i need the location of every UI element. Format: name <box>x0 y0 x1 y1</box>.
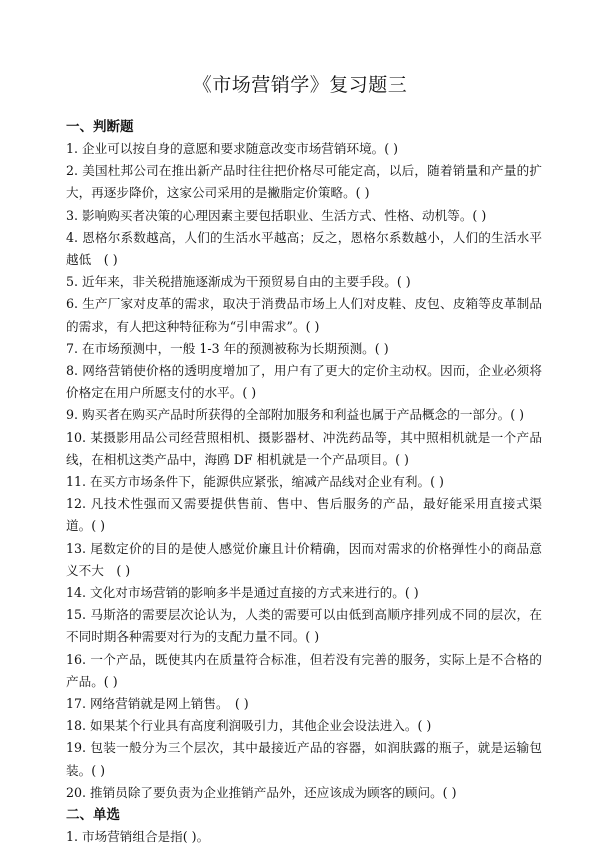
page-title: 《市场营销学》复习题三 <box>192 74 408 96</box>
question-item: 4. 恩格尔系数越高，人们的生活水平越高；反之，恩格尔系数越小，人们的生活水平越低 ( ) <box>66 229 542 268</box>
question-item: 6. 生产厂家对皮革的需求，取决于消费品市场上人们对皮鞋、皮包、皮箱等皮革制品的需求，有人把这种特征称为“引申需求”。( ) <box>66 296 542 334</box>
question-item: 7. 在市场预测中，一般 1-3 年的预测被称为长期预测。( ) <box>66 340 389 356</box>
question-item: 5. 近年来，非关税措施逐渐成为干预贸易自由的主要手段。( ) <box>66 274 411 290</box>
question-item: 15. 马斯洛的需要层次论认为，人类的需要可以由低到高顺序排列成不同的层次，在不同时期各种需要对行为的支配力量不同。( ) <box>66 607 542 645</box>
section-heading-single-choice: 二、单选 <box>66 807 120 824</box>
question-item: 9. 购买者在购买产品时所获得的全部附加服务和利益也属于产品概念的一部分。( ) <box>66 407 525 423</box>
question-item: 2. 美国杜邦公司在推出新产品时往往把价格尽可能定高，以后，随着销量和产量的扩大，再逐步降价，这家公司采用的是撇脂定价策略。( ) <box>66 163 542 201</box>
judgment-question-list <box>66 138 542 804</box>
question-item: 1. 企业可以按自身的意愿和要求随意改变市场营销环境。( ) <box>66 141 399 156</box>
question-item: 20. 推销员除了要负责为企业推销产品外，还应该成为顾客的顾问。( ) <box>66 784 457 800</box>
question-item: 1. 市场营销组合是指( )。 <box>66 829 210 845</box>
single-choice-question-list <box>66 826 542 848</box>
question-item: 10. 某摄影用品公司经营照相机、摄影器材、冲洗药品等，其中照相机就是一个产品线，在相机这类产品中，海鸥 DF 相机就是一个产品项目。( ) <box>66 429 542 467</box>
question-item: 16. 一个产品，既使其内在质量符合标准，但若没有完善的服务，实际上是不合格的产品。( ) <box>66 651 542 689</box>
question-item: 17. 网络营销就是网上销售。 ( ) <box>66 696 249 712</box>
document-body <box>66 116 542 848</box>
section-heading-judgment: 一、判断题 <box>66 119 134 135</box>
question-item: 13. 尾数定价的目的是使人感觉价廉且计价精确，因而对需求的价格弹性小的商品意义不大 ( ) <box>66 540 542 578</box>
question-item: 14. 文化对市场营销的影响多半是通过直接的方式来进行的。( ) <box>66 585 419 601</box>
question-item: 12. 凡技术性强而又需要提供售前、售中、售后服务的产品，最好能采用直接式渠道。( ) <box>66 496 542 534</box>
question-item: 3. 影响购买者决策的心理因素主要包括职业、生活方式、性格、动机等。( ) <box>66 207 487 223</box>
question-item: 11. 在买方市场条件下，能源供应紧张，缩减产品线对企业有利。( ) <box>66 474 444 490</box>
question-item: 19. 包装一般分为三个层次，其中最接近产品的容器，如润肤露的瓶子，就是运输包装。( ) <box>66 740 542 778</box>
question-item: 18. 如果某个行业具有高度利润吸引力，其他企业会设法进入。( ) <box>66 718 432 734</box>
question-item: 8. 网络营销使价格的透明度增加了，用户有了更大的定价主动权。因而，企业必须将价格定在用户所愿支付的水平。( ) <box>66 363 542 401</box>
